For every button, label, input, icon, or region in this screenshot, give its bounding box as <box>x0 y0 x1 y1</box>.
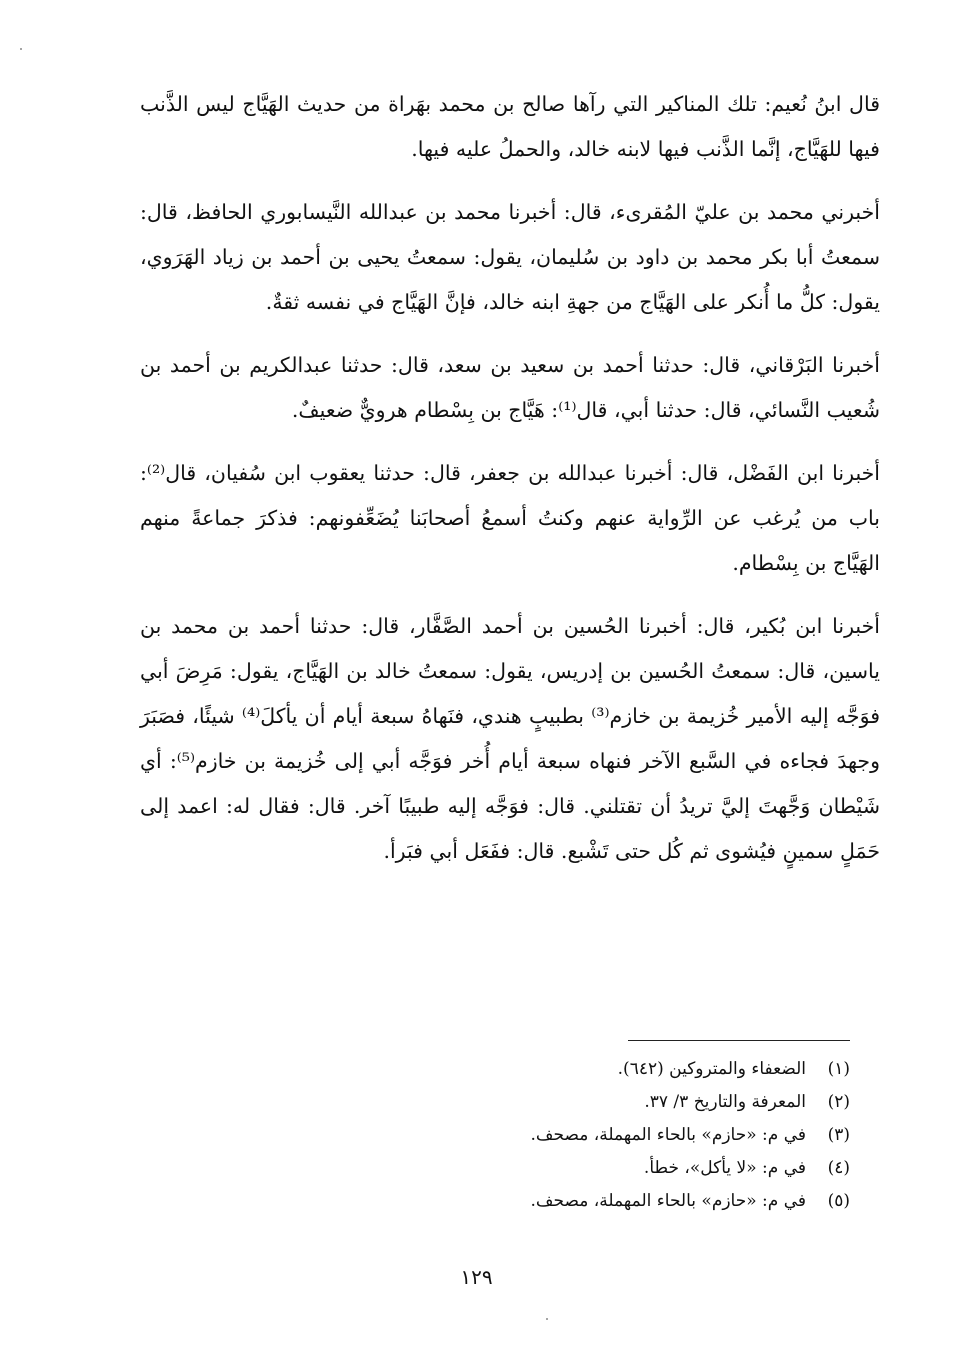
paragraph-1: قال ابنُ نُعيم: تلك المناكير التي رآها صالح بن محمد بهَراة من حديث الهَيَّاج ليس الذَّنب فيها للهَيَّاج، إنَّما الذَّنب فيها لابنه خالد، والحملُ عليه فيها. <box>140 92 880 161</box>
main-text <box>140 82 880 892</box>
paragraph-4: أخبرنا ابن الفَضْل، قال: أخبرنا عبدالله بن جعفر، قال: حدثنا يعقوب ابن سُفيان، قال⁽²⁾: باب من يُرغب عن الرِّواية عنهم وكنتُ أسمعُ أصحابَنا يُضَعِّفونهم: فذكرَ جماعةً منهم الهَيَّاج بن بِسْطام. <box>140 461 880 575</box>
footnote-text: في م: «حازم» بالحاء المهملة، مصحف. <box>530 1191 806 1211</box>
footnote-text: الضعفاء والمتروكين (٦٤٢). <box>617 1059 806 1079</box>
footnote-text: المعرفة والتاريخ ٣/ ٣٧. <box>644 1092 806 1112</box>
footnote-1 <box>140 1053 850 1086</box>
footnote-text: في م: «لا يأكل»، خطأ. <box>643 1158 806 1178</box>
paragraph-5: أخبرنا ابن بُكير، قال: أخبرنا الحُسين بن أحمد الصَّفَّار، قال: حدثنا أحمد بن محمد بن ياسين، قال: سمعتُ الحُسين بن إدريس، يقول: سمعتُ خالد بن الهَيَّاج، يقول: مَرِضَ أبي فوَجَّه إليه الأمير خُزيمة بن خازم⁽³⁾ بطبيبٍ هندي، فنَهاهُ سبعة أيام أن يأكلَ⁽⁴⁾ شيئًا، فصَبَرَ وجهدَ فجاءه في السَّبع الآخر فنهاه سبعة أيام أُخر فوَجَّه أبي إلى خُزيمة بن خازم⁽⁵⁾: أي شَيْطان وَجَّهتَ إليَّ تريدُ أن تقتلني. قال: فوَجَّه إليه طبيبًا آخر. قال: فقال له: اعمد إلى حَمَلٍ سمينٍ فيُشوى ثم كُل حتى تَشْبع. قال: ففَعَل أبي فبَرأ. <box>140 614 880 863</box>
footnote-number: (٤) <box>827 1158 850 1178</box>
footnote-divider <box>628 1040 850 1041</box>
footnote-5 <box>140 1185 850 1218</box>
scan-speck <box>20 48 22 50</box>
footnote-3 <box>140 1119 850 1152</box>
scan-speck <box>546 1318 548 1320</box>
paragraph-2: أخبرني محمد بن عليّ المُقرىء، قال: أخبرنا محمد بن عبدالله النَّيسابوري الحافظ، قال: سمعتُ أبا بكر محمد بن داود بن سُليمان، يقول: سمعتُ يحيى بن أحمد بن زياد الهَرَوي، يقول: كلُّ ما أُنكر على الهَيَّاج من جهةِ ابنه خالد، فإنَّ الهَيَّاج في نفسه ثقةٌ. <box>140 200 880 314</box>
footnote-number: (٢) <box>827 1092 850 1112</box>
footnotes <box>140 1053 850 1218</box>
footnote-text: في م: «حازم» بالحاء المهملة، مصحف. <box>530 1125 806 1145</box>
footnote-number: (٣) <box>827 1125 850 1145</box>
footnote-4 <box>140 1152 850 1185</box>
paragraph-3: أخبرنا البَرْقاني، قال: حدثنا أحمد بن سعيد بن سعد، قال: حدثنا عبدالكريم بن أحمد بن شُعيب النَّسائي، قال: حدثنا أبي، قال⁽¹⁾: هَيَّاج بن بِسْطام هرويٌّ ضعيفٌ. <box>140 353 880 422</box>
page-number: ١٢٩ <box>460 1265 493 1289</box>
footnote-number: (١) <box>827 1059 850 1079</box>
footnote-2 <box>140 1086 850 1119</box>
footnote-number: (٥) <box>827 1191 850 1211</box>
